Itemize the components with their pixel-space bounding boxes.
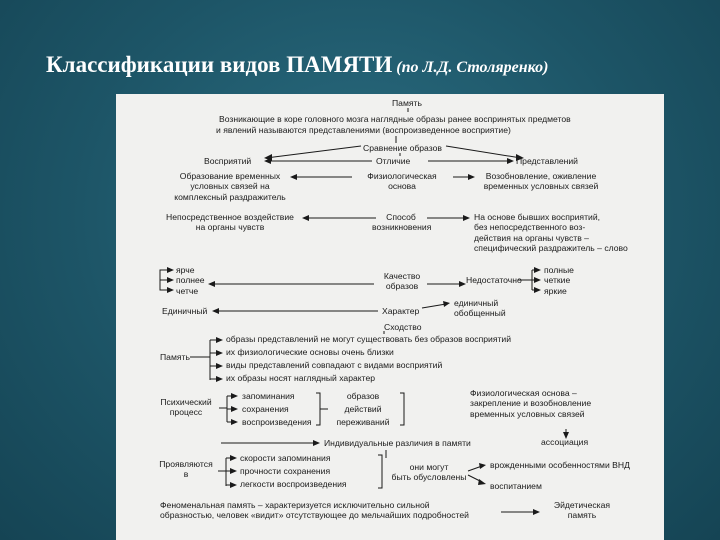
association-label: ассоциация	[541, 437, 589, 447]
upbringing-label: воспитанием	[490, 481, 542, 491]
mental-actions-list	[242, 391, 312, 430]
method-right-line-3: действия на органы чувств –	[474, 232, 589, 243]
quality-mid-line-1: Качество	[383, 271, 421, 281]
mental-action-item: запоминания	[242, 391, 295, 401]
basis-right	[476, 171, 606, 192]
mental-process-line-1: Психический	[160, 397, 212, 407]
method-mid	[372, 212, 430, 233]
definition-line-1: Возникающие в коре головного мозга наглядные образы ранее воспринятых предметов	[219, 114, 571, 124]
slide-title-main: Классификации видов ПАМЯТИ	[46, 52, 393, 77]
definition-line-2: и явлений называются представлениями (воспроизведенное восприятие)	[216, 125, 511, 135]
manifest-line-2: в	[183, 469, 189, 480]
similarity-item: их физиологические основы очень близки	[226, 347, 394, 357]
slide-title-source: (по Л.Д. Столяренко)	[396, 59, 549, 76]
physio-basis	[470, 388, 591, 419]
quality-right-item: яркие	[544, 285, 567, 296]
individual-item: прочности сохранения	[240, 466, 331, 476]
character-right	[454, 298, 506, 319]
quality-left-item: полнее	[176, 275, 205, 286]
mental-object-item: действий	[344, 404, 382, 414]
mental-objects-list	[330, 391, 396, 430]
conditioned-line-1: они могут	[409, 462, 449, 472]
physio-basis-line-3: временных условных связей	[470, 408, 585, 419]
basis-mid-line-1: Физиологическая	[367, 171, 437, 181]
method-mid-line-1: Способ	[386, 212, 416, 222]
method-right	[474, 212, 628, 254]
method-mid-line-2: возникновения	[372, 222, 432, 233]
similarity-memory: Память	[160, 352, 190, 362]
basis-left-line-3: комплексный раздражитель	[174, 191, 286, 202]
mental-action-item: воспроизведения	[242, 417, 312, 427]
basis-right-line-1: Возобновление, оживление	[485, 171, 597, 181]
similarity-item: образы представлений не могут существовать без образов восприятий	[226, 334, 512, 344]
individual-list	[240, 453, 347, 492]
slide-title	[46, 52, 706, 78]
manifest-line-1: Проявляются	[159, 459, 213, 469]
perception-label: Восприятий	[204, 156, 252, 166]
similarity-item: их образы носят наглядный характер	[226, 373, 376, 383]
phenomenal-line-1: Феноменальная память – характеризуется исключительно сильной	[160, 500, 430, 510]
method-right-line-2: без непосредственного воз-	[474, 222, 586, 233]
quality-mid	[374, 271, 430, 292]
mental-object-item: переживаний	[336, 417, 390, 427]
quality-right-item: полные	[544, 265, 574, 275]
basis-left	[168, 171, 292, 202]
method-left-line-1: Непосредственное воздействие	[166, 212, 294, 222]
character-right-line-1: единичный	[454, 298, 499, 308]
memory-heading: Память	[392, 98, 422, 108]
quality-left-list	[176, 265, 205, 296]
individual-item: легкости воспроизведения	[240, 479, 347, 489]
quality-right-list	[544, 265, 574, 296]
basis-mid	[354, 171, 450, 192]
individual-item: скорости запоминания	[240, 453, 331, 463]
basis-mid-line-2: основа	[388, 181, 416, 192]
basis-right-line-2: временных условных связей	[483, 181, 599, 192]
similarity-item: виды представлений совпадают с видами восприятий	[226, 360, 443, 370]
eidetic-line-1: Эйдетическая	[553, 500, 611, 510]
mental-process-line-2: процесс	[169, 407, 203, 418]
basis-left-line-1: Образование временных	[179, 171, 281, 181]
similarity-title: Сходство	[384, 322, 422, 332]
diagram-sheet	[116, 94, 664, 540]
character-right-line-2: обобщенный	[454, 308, 506, 319]
manifest-label	[156, 459, 216, 480]
physio-basis-line-2: закрепление и возобновление	[470, 398, 592, 409]
physio-basis-line-1: Физиологическая основа –	[470, 388, 577, 398]
quality-left-item: ярче	[176, 265, 195, 275]
method-right-line-1: На основе бывших восприятий,	[474, 212, 601, 222]
similarity-list	[226, 334, 511, 386]
mental-object-item: образов	[346, 391, 380, 401]
conditioned-line-2: быть обусловлены	[391, 472, 467, 483]
conditioned-label	[388, 462, 470, 483]
phenomenal-memory	[160, 500, 469, 521]
difference-label: Отличие	[376, 156, 411, 166]
quality-right-item: четкие	[544, 275, 571, 286]
mental-action-item: сохранения	[242, 404, 289, 414]
individual-title: Индивидуальные различия в памяти	[324, 438, 471, 448]
method-right-line-4: специфический раздражитель – слово	[474, 243, 628, 254]
quality-left-item: четче	[176, 285, 199, 296]
eidetic-line-2: память	[567, 510, 597, 521]
innate-label: врожденными особенностями ВНД	[490, 460, 630, 470]
method-left	[156, 212, 304, 233]
character-label: Характер	[382, 306, 420, 316]
comparison-label: Сравнение образов	[363, 143, 442, 153]
quality-insufficient: Недостаточно	[466, 275, 522, 285]
representations-label: Представлений	[516, 156, 578, 166]
character-single: Единичный	[162, 306, 208, 316]
mental-process-label	[154, 397, 218, 418]
quality-mid-line-2: образов	[385, 281, 419, 292]
phenomenal-line-2: образностью, человек «видит» отсутствующее до мельчайших подробностей	[160, 510, 469, 521]
basis-left-line-2: условных связей на	[190, 181, 270, 192]
eidetic-memory	[542, 500, 622, 521]
method-left-line-2: на органы чувств	[195, 222, 265, 233]
